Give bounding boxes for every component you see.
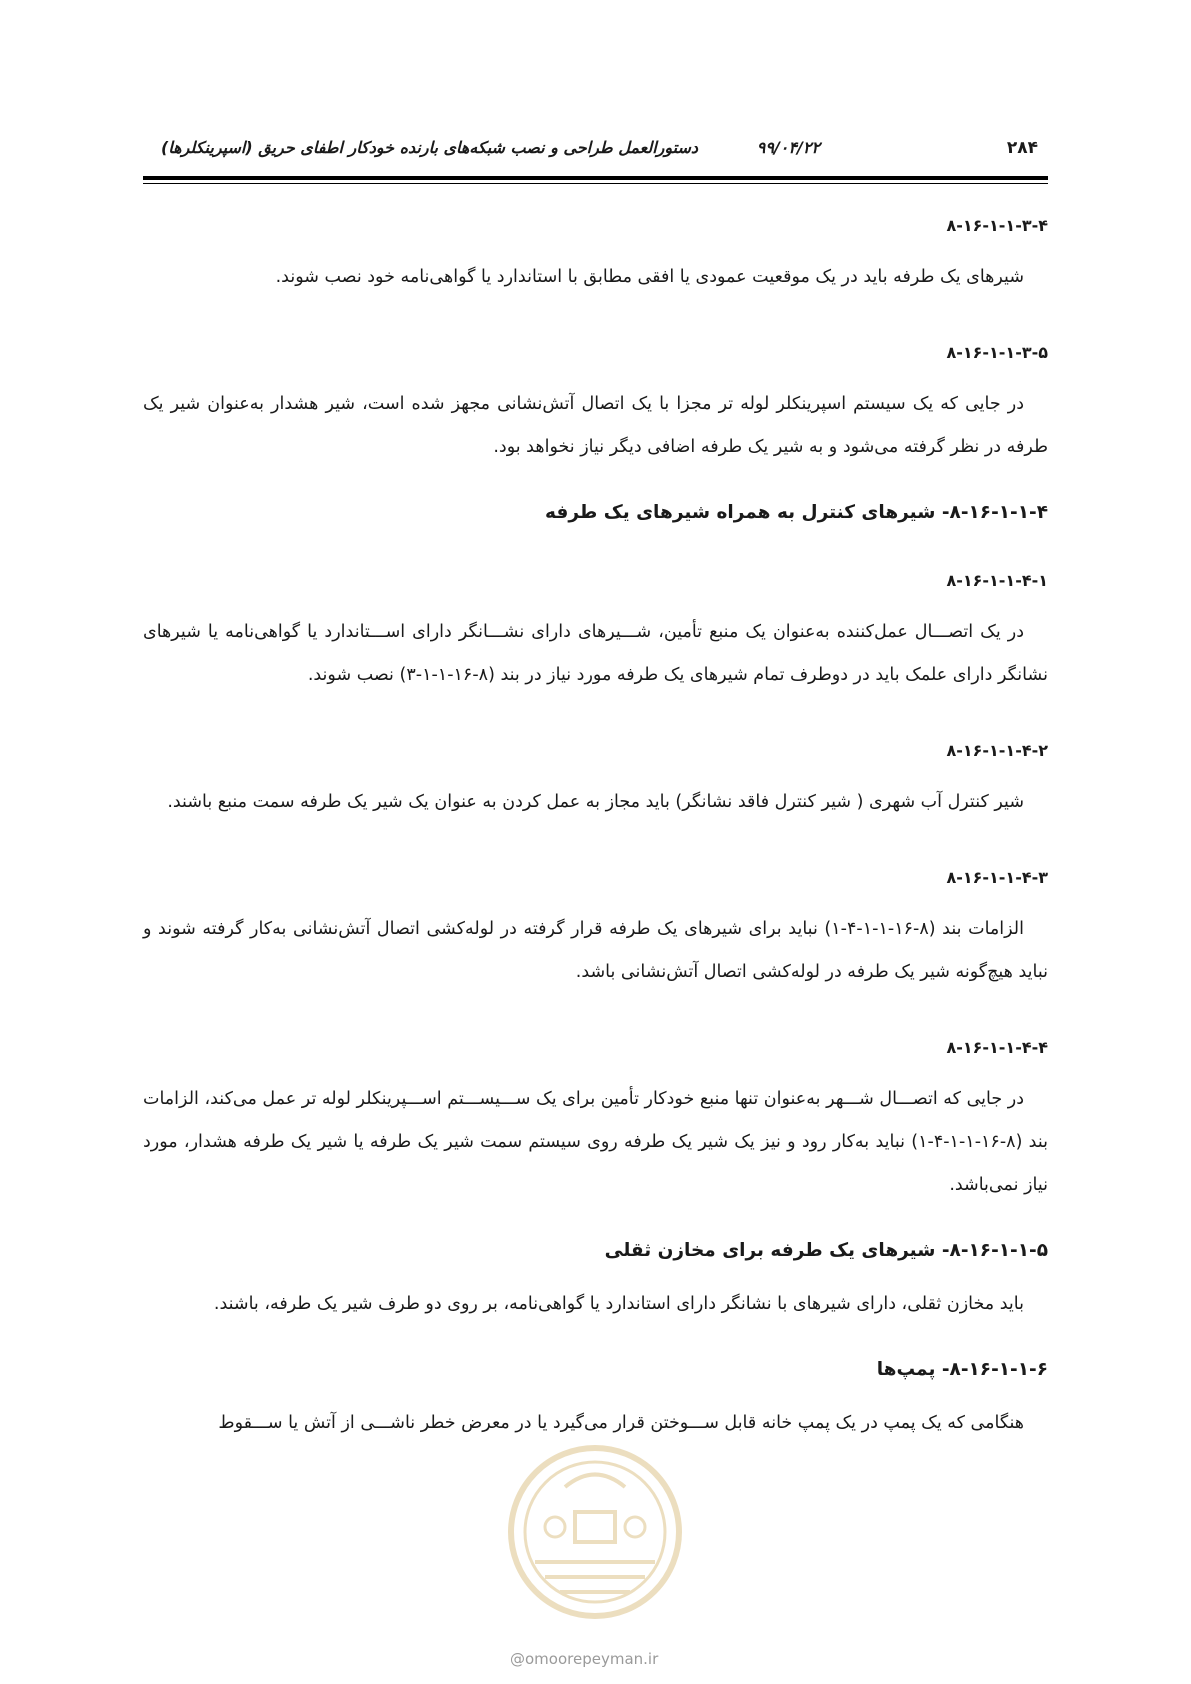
watermark-text: @omoorepeyman.ir [510, 1650, 659, 1668]
paragraph: هنگامی که یک پمپ در یک پمپ خانه قابل ســـوختن قرار می‌گیرد یا در معرض خطر ناشـــی از آتش یا ســـقوط [218, 1413, 1024, 1433]
clause-number: ۸-۱۶-۱-۱-۳-۴ [946, 216, 1048, 235]
header-date: ۹۹/۰۴/۲۲ [756, 138, 820, 157]
clause-number: ۸-۱۶-۱-۱-۴-۱ [946, 571, 1048, 590]
paragraph: شیر کنترل آب شهری ( شیر کنترل فاقد نشانگر) باید مجاز به عمل کردن به عنوان یک شیر یک طرفه سمت منبع باشند. [167, 792, 1024, 812]
paragraph: در جایی که یک سیستم اسپرینکلر لوله تر مجزا با یک اتصال آتش‌نشانی مجهز شده است، شیر هشدار به‌عنوان شیر یک طرفه در نظر گرفته می‌شود و به شیر یک طرفه اضافی دیگر نیاز نخواهد بود. [143, 394, 1048, 457]
clause-number: ۸-۱۶-۱-۱-۴-۲ [946, 741, 1048, 760]
section-heading: ۸-۱۶-۱-۱-۶- پمپ‌ها [876, 1359, 1048, 1380]
paragraph: الزامات بند (۸-۱۶-۱-۱-۴-۱) نباید برای شیرهای یک طرفه قرار گرفته در لوله‌کشی اتصال آتش‌نشانی به‌کار گرفته شوند و نباید هیچ‌گونه شیر یک طرفه در لوله‌کشی اتصال آتش‌نشانی باشد. [143, 919, 1048, 982]
paragraph: در جایی که اتصـــال شـــهر به‌عنوان تنها منبع خودکار تأمین برای یک ســـیســـتم اســـپرینکلر لوله تر عمل می‌کند، الزامات بند (۸-۱۶-۱-۱-۴-۱) نباید به‌کار رود و نیز یک شیر یک طرفه روی سیستم سمت شیر یک طرفه یا شیر یک طرفه هشدار، مورد نیاز نمی‌باشد. [143, 1089, 1048, 1195]
clause-number: ۸-۱۶-۱-۱-۳-۵ [946, 343, 1048, 362]
section-heading: ۸-۱۶-۱-۱-۵- شیرهای یک طرفه برای مخازن ثقلی [604, 1240, 1048, 1261]
body-content [143, 180, 1048, 1445]
header-title: دستورالعمل طراحی و نصب شبکه‌های بارنده خودکار اطفای حریق (اسپرینکلرها) [160, 138, 698, 157]
clause-number: ۸-۱۶-۱-۱-۴-۴ [946, 1038, 1048, 1057]
paragraph: شیرهای یک طرفه باید در یک موقعیت عمودی یا افقی مطابق با استاندارد یا گواهی‌نامه خود نصب شوند. [275, 267, 1024, 287]
paragraph: در یک اتصـــال عمل‌کننده به‌عنوان یک منبع تأمین، شـــیرهای دارای نشـــانگر دارای اســـتاندارد یا گواهی‌نامه یا شیرهای نشانگر دارای علمک باید در دوطرف تمام شیرهای یک طرفه مورد نیاز در بند (۸-۱۶-۱-۱-۳) نصب شوند. [143, 622, 1048, 685]
paragraph: باید مخازن ثقلی، دارای شیرهای با نشانگر دارای استاندارد یا گواهی‌نامه، بر روی دو طرف شیر یک طرفه، باشند. [213, 1294, 1024, 1314]
clause-number: ۸-۱۶-۱-۱-۴-۳ [946, 868, 1048, 887]
watermark-seal-icon [505, 1442, 685, 1622]
section-heading: ۸-۱۶-۱-۱-۴- شیرهای کنترل به همراه شیرهای یک طرفه [545, 502, 1048, 523]
running-header [143, 132, 1048, 160]
page-number: ۲۸۴ [1006, 138, 1038, 158]
